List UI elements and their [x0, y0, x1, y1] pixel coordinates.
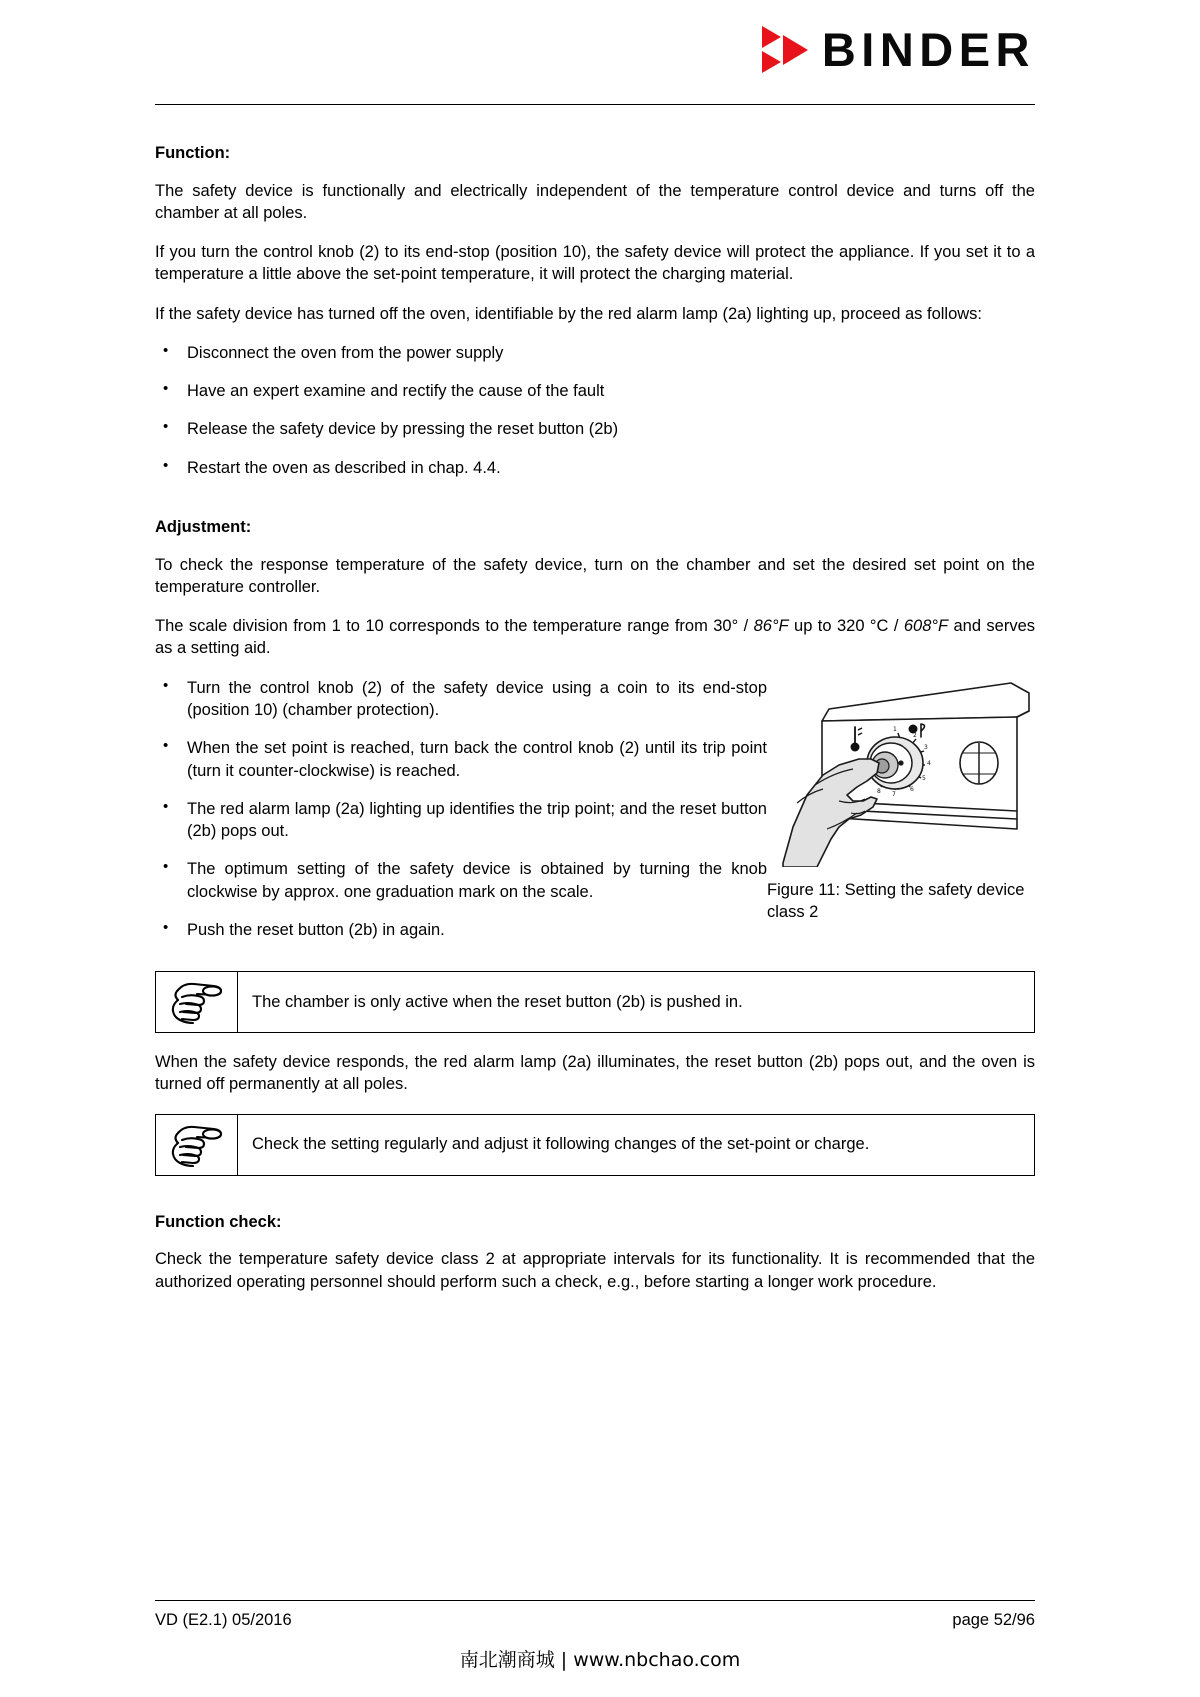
svg-text:4: 4 — [927, 759, 931, 767]
list-item: • When the set point is reached, turn back the control knob (2) until its trip point (turn it counter-clockwise) is reached. — [155, 737, 767, 782]
list-item: • Release the safety device by pressing the reset button (2b) — [155, 418, 1035, 440]
figure-11-illustration — [767, 677, 1035, 867]
figure-caption: Figure 11: Setting the safety device class 2 — [767, 880, 1025, 921]
svg-text:5: 5 — [922, 774, 926, 782]
pre-note-spacer — [155, 957, 1035, 971]
scale-text-part-1: The scale division from 1 to 10 corresponds to the temperature range from 30° / — [155, 617, 754, 636]
function-bullet-list — [155, 342, 1035, 479]
figure-column — [767, 677, 1035, 924]
scale-text-part-3: and serves as a setting aid. — [155, 617, 1036, 658]
logo-triangle-bottom-icon — [762, 51, 781, 73]
pointing-hand-icon — [156, 1115, 238, 1175]
heading-function-check: Function check: — [155, 1212, 282, 1231]
list-item: • Restart the oven as described in chap. 4.4. — [155, 457, 1035, 479]
adjustment-paragraph-1: To check the response temperature of the safety device, turn on the chamber and set the desired set point on the temperature controller. — [155, 555, 1035, 596]
adjustment-bullet-list — [155, 677, 767, 941]
adjustment-bullets-column — [155, 677, 767, 957]
heading-adjustment: Adjustment: — [155, 518, 252, 537]
svg-text:1: 1 — [893, 725, 897, 733]
document-reference: VD (E2.1) 05/2016 — [155, 1611, 292, 1629]
function-paragraph-2: If you turn the control knob (2) to its end-stop (position 10), the safety device will protect the appliance. If you set it to a temperature a little above the set-point temperature, it will protect the charging material. — [155, 243, 1035, 284]
watermark-text: 南北潮商城 | www.nbchao.com — [459, 1649, 741, 1671]
page-content — [155, 143, 1035, 1310]
binder-logo — [762, 23, 1035, 76]
svg-text:8: 8 — [877, 787, 881, 795]
svg-text:6: 6 — [910, 785, 914, 793]
note-2-text: Check the setting regularly and adjust it following changes of the set-point or charge. — [252, 1135, 870, 1154]
page-footer — [155, 1610, 1035, 1631]
scale-text-part-2: up to 320 °C / — [788, 617, 904, 636]
svg-text:7: 7 — [892, 790, 896, 798]
secondary-knob — [960, 742, 998, 784]
list-item: • The optimum setting of the safety device is obtained by turning the knob clockwise by approx. one graduation mark on the scale. — [155, 858, 767, 903]
note-1-text: The chamber is only active when the reset button (2b) is pushed in. — [252, 992, 743, 1011]
pointing-hand-icon — [156, 972, 238, 1032]
scale-fahrenheit-low: 86°F — [753, 617, 789, 636]
adjustment-paragraph-2 — [155, 615, 1035, 660]
brand-name: BINDER — [821, 23, 1035, 76]
adjustment-figure-row — [155, 677, 1035, 957]
function-paragraph-1: The safety device is functionally and electrically independent of the temperature control device and turns off the chamber at all poles. — [155, 181, 1035, 222]
heading-function: Function: — [155, 144, 231, 162]
scale-fahrenheit-high: 608°F — [903, 617, 949, 636]
hand-illustration — [783, 759, 879, 867]
note-box-1 — [155, 971, 1035, 1033]
svg-text:2: 2 — [913, 731, 917, 739]
function-check-paragraph: Check the temperature safety device class 2 at appropriate intervals for its functionality. It is recommended that the authorized operating personnel should perform such a check, e.g., before starting a longer work procedure. — [155, 1250, 1035, 1291]
post-note-spacer — [155, 1176, 1035, 1198]
binder-triangle-logo-icon — [762, 26, 808, 73]
list-item: • The red alarm lamp (2a) lighting up identifies the trip point; and the reset button (2b) pops out. — [155, 798, 767, 843]
page-number: page 52/96 — [952, 1611, 1035, 1629]
section-spacer — [155, 495, 1035, 517]
note-box-2 — [155, 1114, 1035, 1176]
svg-text:3: 3 — [924, 743, 928, 751]
footer-divider — [155, 1600, 1035, 1601]
list-item: • Disconnect the oven from the power supply — [155, 342, 1035, 364]
list-item: • Push the reset button (2b) in again. — [155, 919, 767, 941]
header-divider — [155, 104, 1035, 105]
list-item: • Turn the control knob (2) of the safety device using a coin to its end-stop (position 10) (chamber protection). — [155, 677, 767, 722]
logo-triangle-top-icon — [762, 26, 781, 48]
function-paragraph-3: If the safety device has turned off the oven, identifiable by the red alarm lamp (2a) lighting up, proceed as follows: — [155, 304, 983, 323]
page-header — [155, 18, 1035, 103]
between-notes-paragraph: When the safety device responds, the red alarm lamp (2a) illuminates, the reset button (2b) pops out, and the oven is turned off permanently at all poles. — [155, 1053, 1035, 1094]
list-item: • Have an expert examine and rectify the cause of the fault — [155, 380, 1035, 402]
logo-triangle-right-icon — [783, 35, 808, 65]
